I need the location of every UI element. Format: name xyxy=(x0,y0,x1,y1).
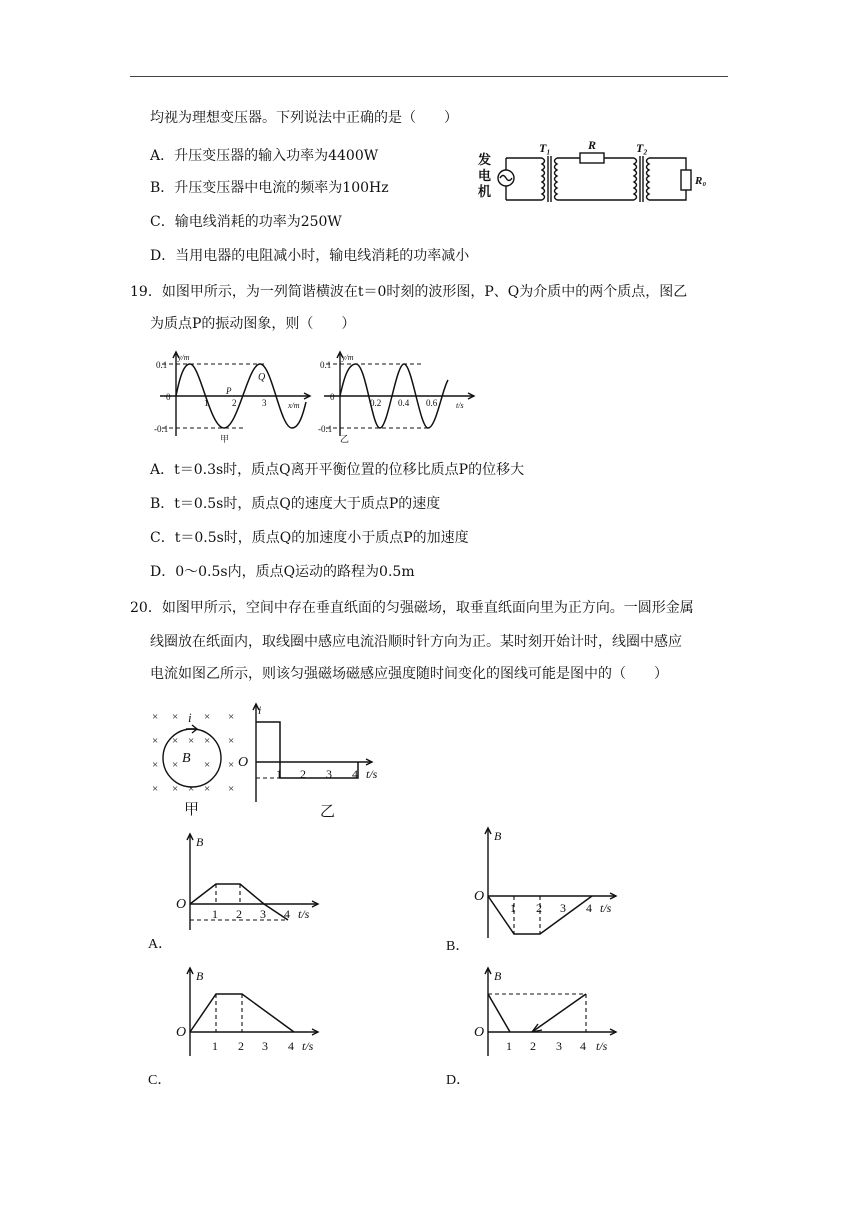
cross-r3c1: × xyxy=(152,759,159,771)
cross-r1c2: × xyxy=(172,711,179,723)
q20-stem-line-1: 20．如图甲所示，空间中存在垂直纸面的匀强磁场，取垂直纸面向里为正方向。一圆形金属 xyxy=(130,600,694,616)
choice-a-xlabel: t/s xyxy=(298,907,310,921)
yi-t-label: t/s xyxy=(366,767,378,781)
q19-wave-graph-jia xyxy=(154,350,314,444)
q18-option-a[interactable]: A．升压变压器的输入功率为4400W xyxy=(150,148,379,164)
q19-option-c[interactable]: C．t＝0.5s时，质点Q的加速度小于质点P的加速度 xyxy=(150,530,469,546)
yi-tick-4: 4 xyxy=(352,767,358,781)
choice-a-tick-3: 3 xyxy=(260,907,266,921)
cross-r1c5: × xyxy=(228,711,235,723)
yi-tick-1: 1 xyxy=(276,767,282,781)
choice-b-xlabel: t/s xyxy=(600,901,612,915)
choice-d-letter: D． xyxy=(446,1073,471,1088)
r0-label: R₀ xyxy=(695,175,707,187)
cross-r4c3: × xyxy=(188,783,195,795)
choice-c-letter: C． xyxy=(148,1073,172,1088)
yi-ylabel: y/m xyxy=(342,353,354,362)
point-q-label: Q xyxy=(258,372,266,383)
yi-ytick-pos: 0.1 xyxy=(320,360,332,370)
q19-option-b[interactable]: B．t＝0.5s时，质点Q的速度大于质点P的速度 xyxy=(150,496,441,512)
q18-option-d[interactable]: D．当用电器的电阻减小时，输电线消耗的功率减小 xyxy=(150,248,470,264)
q19-stem-line-2: 为质点P的振动图象，则（ ） xyxy=(150,316,356,332)
yi-xtick-2: 0.4 xyxy=(398,398,410,408)
choice-b-letter: B． xyxy=(446,939,470,954)
choice-b-tick-3: 3 xyxy=(560,901,566,915)
jia-xtick-3: 3 xyxy=(262,398,267,408)
yi-tick-2: 2 xyxy=(300,767,306,781)
choice-c-xlabel: t/s xyxy=(302,1039,314,1053)
yi-tick-3: 3 xyxy=(326,767,332,781)
choice-c-origin: O xyxy=(176,1025,187,1040)
cross-r2c4: × xyxy=(204,735,211,747)
cross-r2c1: × xyxy=(152,735,159,747)
cross-r2c3: × xyxy=(188,735,195,747)
generator-char-2: 电 xyxy=(478,168,492,183)
choice-a-letter: A． xyxy=(148,937,173,952)
choice-a-b-t-graph xyxy=(148,830,328,952)
yi-xlabel: t/s xyxy=(456,401,464,410)
yi-xtick-3: 0.6 xyxy=(426,398,438,408)
cross-r4c4: × xyxy=(204,783,211,795)
yi-xtick-1: 0.2 xyxy=(370,398,382,408)
jia-ytick-neg: -0.1 xyxy=(154,424,169,434)
choice-c-tick-4: 4 xyxy=(288,1039,294,1053)
t1-label: T₁ xyxy=(539,141,551,155)
choice-c-tick-1: 1 xyxy=(212,1039,218,1053)
choice-a-tick-2: 2 xyxy=(236,907,242,921)
cross-r4c2: × xyxy=(172,783,179,795)
cross-r3c5: × xyxy=(228,759,235,771)
q18-option-c[interactable]: C．输电线消耗的功率为250W xyxy=(150,214,342,230)
choice-b-b-t-graph xyxy=(446,824,626,954)
choice-d-tick-1: 1 xyxy=(506,1039,512,1053)
cross-r3c2: × xyxy=(172,759,179,771)
generator-char-1: 发 xyxy=(478,152,492,167)
choice-b-origin: O xyxy=(474,889,485,904)
choice-c-ylabel: B xyxy=(196,969,204,983)
cross-r3c4: × xyxy=(204,759,211,771)
choice-d-origin: O xyxy=(474,1025,485,1040)
choice-a-tick-1: 1 xyxy=(212,907,218,921)
choice-a-origin: O xyxy=(176,897,187,912)
cross-r4c1: × xyxy=(152,783,159,795)
current-i-label: i xyxy=(188,710,192,725)
choice-d-ylabel: B xyxy=(494,969,502,983)
choice-d-xlabel: t/s xyxy=(596,1039,608,1053)
jia-caption: 甲 xyxy=(220,434,230,444)
yi-i-label: i xyxy=(258,703,262,717)
q19-stem-line-1: 19．如图甲所示，为一列简谐横波在t＝0时刻的波形图，P、Q为介质中的两个质点，图乙 xyxy=(130,284,688,300)
choice-d-tick-2: 2 xyxy=(530,1039,536,1053)
cross-r2c5: × xyxy=(228,735,235,747)
jia-xtick-2: 2 xyxy=(232,398,237,408)
yi-origin-label: O xyxy=(238,755,249,770)
choice-c-tick-2: 2 xyxy=(238,1039,244,1053)
yi-caption: 乙 xyxy=(340,434,350,444)
choice-b-tick-4: 4 xyxy=(586,901,592,915)
choice-d-b-t-graph xyxy=(446,964,626,1088)
q19-option-d[interactable]: D．0～0.5s内，质点Q运动的路程为0.5m xyxy=(150,564,415,580)
q20-current-graph-yi xyxy=(232,700,382,822)
resistor-r-label: R xyxy=(588,138,597,152)
q19-option-a[interactable]: A．t＝0.3s时，质点Q离开平衡位置的位移比质点P的位移大 xyxy=(150,462,525,478)
point-p-label: P xyxy=(226,386,232,396)
cross-r1c4: × xyxy=(204,711,211,723)
yi-ytick-zero: 0 xyxy=(330,392,335,402)
choice-c-tick-3: 3 xyxy=(262,1039,268,1053)
transformer-circuit-diagram xyxy=(476,138,706,218)
q20-jia-caption: 甲 xyxy=(184,802,200,818)
q18-intro-line: 均视为理想变压器。下列说法中正确的是（ ） xyxy=(150,110,458,126)
choice-a-ylabel: B xyxy=(196,835,204,849)
jia-ylabel: y/m xyxy=(178,353,190,362)
cross-r1c1: × xyxy=(152,711,159,723)
choice-d-tick-4: 4 xyxy=(580,1039,586,1053)
jia-xlabel: x/m xyxy=(288,401,300,410)
choice-d-tick-3: 3 xyxy=(556,1039,562,1053)
cross-r4c5: × xyxy=(228,783,235,795)
cross-r2c2: × xyxy=(172,735,179,747)
t2-label: T₂ xyxy=(636,141,648,155)
generator-char-3: 机 xyxy=(478,184,492,199)
q20-yi-caption: 乙 xyxy=(320,804,336,820)
q20-stem-line-3: 电流如图乙所示，则该匀强磁场磁感应强度随时间变化的图线可能是图中的（ ） xyxy=(150,666,668,682)
header-rule xyxy=(130,76,728,77)
choice-b-tick-2: 2 xyxy=(536,901,542,915)
jia-xtick-1: 1 xyxy=(204,398,209,408)
choice-a-tick-4: 4 xyxy=(284,907,290,921)
jia-ytick-pos: 0.1 xyxy=(156,360,168,370)
choice-c-b-t-graph xyxy=(148,964,328,1088)
choice-b-ylabel: B xyxy=(494,829,502,843)
q18-option-b[interactable]: B．升压变压器中电流的频率为100Hz xyxy=(150,180,389,196)
jia-ytick-zero: 0 xyxy=(166,392,171,402)
q19-vibration-graph-yi xyxy=(318,350,478,444)
yi-ytick-neg: -0.1 xyxy=(318,424,333,434)
field-b-label: B xyxy=(182,751,191,766)
q20-stem-line-2: 线圈放在纸面内，取线圈中感应电流沿顺时针方向为正。某时刻开始计时，线圈中感应 xyxy=(150,634,682,650)
choice-b-tick-1: 1 xyxy=(510,901,516,915)
